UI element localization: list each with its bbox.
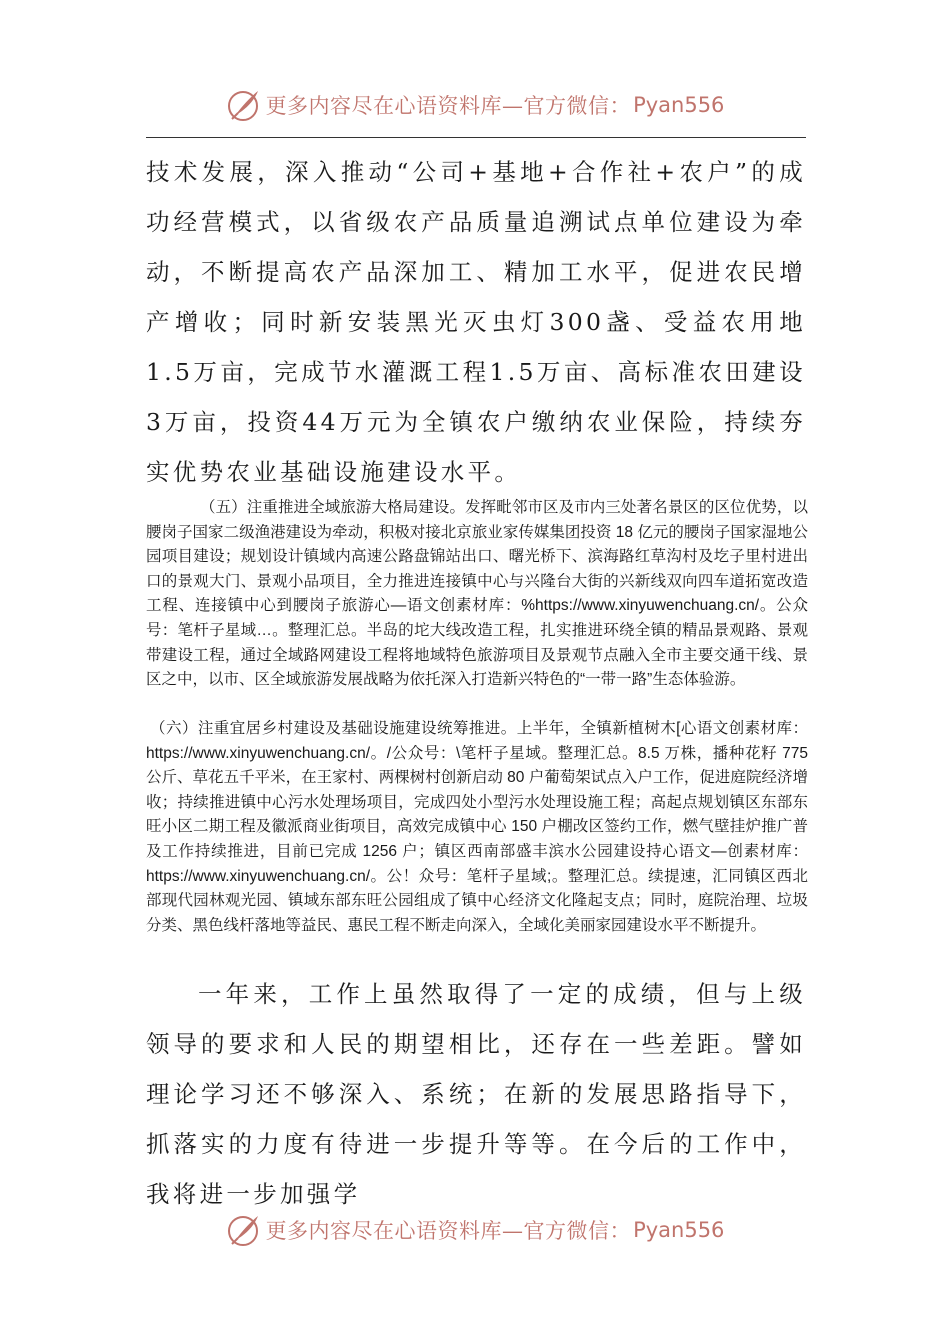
header-wechat-id: Pyan556: [633, 93, 725, 117]
body-paragraph-3: （六）注重宜居乡村建设及基础设施建设统筹推进。上半年，全镇新植树木[心语文创素材库：https://www.xinyuwenchuang.cn/。/公众号：\笔杆子星域。整理汇总。8.5 万株，播种花籽 775 公斤、草花五千平米，在王家村、两棵树村创新启动 80 户葡萄架试点入户工作，促进庭院经济增收；持续推进镇中心污水处理场项目，完成四处小型污水处理设施工程；高起点规划镇区东部东旺小区二期工程及徽派商业街项目，高效完成镇中心 150 户棚改区签约工作，燃气壁挂炉推广普及工作持续推进，目前已完成 1256 户；镇区西南部盛丰滨水公园建设持心语文—创素材库：https://www.xinyuwenchuang.cn/。公！众号：笔杆子星域;。整理汇总。续提速，汇同镇区西北部现代园林观光园、镇域东部东旺公园组成了镇中心经济文化隆起支点；同时，庭院治理、垃圾分类、黑色线杆落地等益民、惠民工程不断走向深入，全域化美丽家园建设水平不断提升。: [146, 720, 808, 934]
page-footer: [0, 1205, 950, 1255]
header-divider: [146, 137, 806, 138]
page-header: [0, 80, 950, 130]
body-paragraph-1: 技术发展，深入推动“公司+基地+合作社+农户”的成功经营模式，以省级农产品质量追溯试点单位建设为牵动，不断提高农产品深加工、精加工水平，促进农民增产增收；同时新安装黑光灭虫灯300盏、受益农用地1.5万亩，完成节水灌溉工程1.5万亩、高标准农田建设3万亩，投资44万元为全镇农户缴纳农业保险，持续夯实优势农业基础设施建设水平。: [146, 158, 806, 486]
header-brand-text: 更多内容尽在心语资料库—官方微信：: [265, 94, 632, 118]
body-paragraph-2: （五）注重推进全域旅游大格局建设。发挥毗邻市区及市内三处著名景区的区位优势，以腰岗子国家二级渔港建设为牵动，积极对接北京旅业家传媒集团投资 18 亿元的腰岗子国家湿地公园项目建设；规划设计镇域内高速公路盘锦站出口、曙光桥下、滨海路红草沟村及圪子里村进出口的景观大门、景观小品项目，全力推进连接镇中心与兴隆台大街的兴新线双向四车道拓宽改造工程、连接镇中心到腰岗子旅游心—语文创素材库：%https://www.xinyuwenchuang.cn/。公众号：笔杆子星域…。整理汇总。半岛的坨大线改造工程，扎实推进环绕全镇的精品景观路、景观带建设工程，通过全域路网建设工程将地域特色旅游项目及景观节点融入全市主要交通干线、景区之中，以市、区全域旅游发展战略为依托深入打造新兴特色的“一带一路”生态体验游。: [146, 499, 808, 689]
footer-wechat-id: Pyan556: [633, 1218, 725, 1242]
quill-logo-icon: [226, 87, 262, 123]
quill-logo-icon: [226, 1212, 262, 1248]
footer-brand-text: 更多内容尽在心语资料库—官方微信：: [265, 1219, 632, 1243]
body-paragraph-4: 一年来，工作上虽然取得了一定的成绩，但与上级领导的要求和人民的期望相比，还存在一些差距。譬如理论学习还不够深入、系统；在新的发展思路指导下，抓落实的力度有待进一步提升等等。在今后的工作中，我将进一步加强学: [146, 980, 806, 1208]
